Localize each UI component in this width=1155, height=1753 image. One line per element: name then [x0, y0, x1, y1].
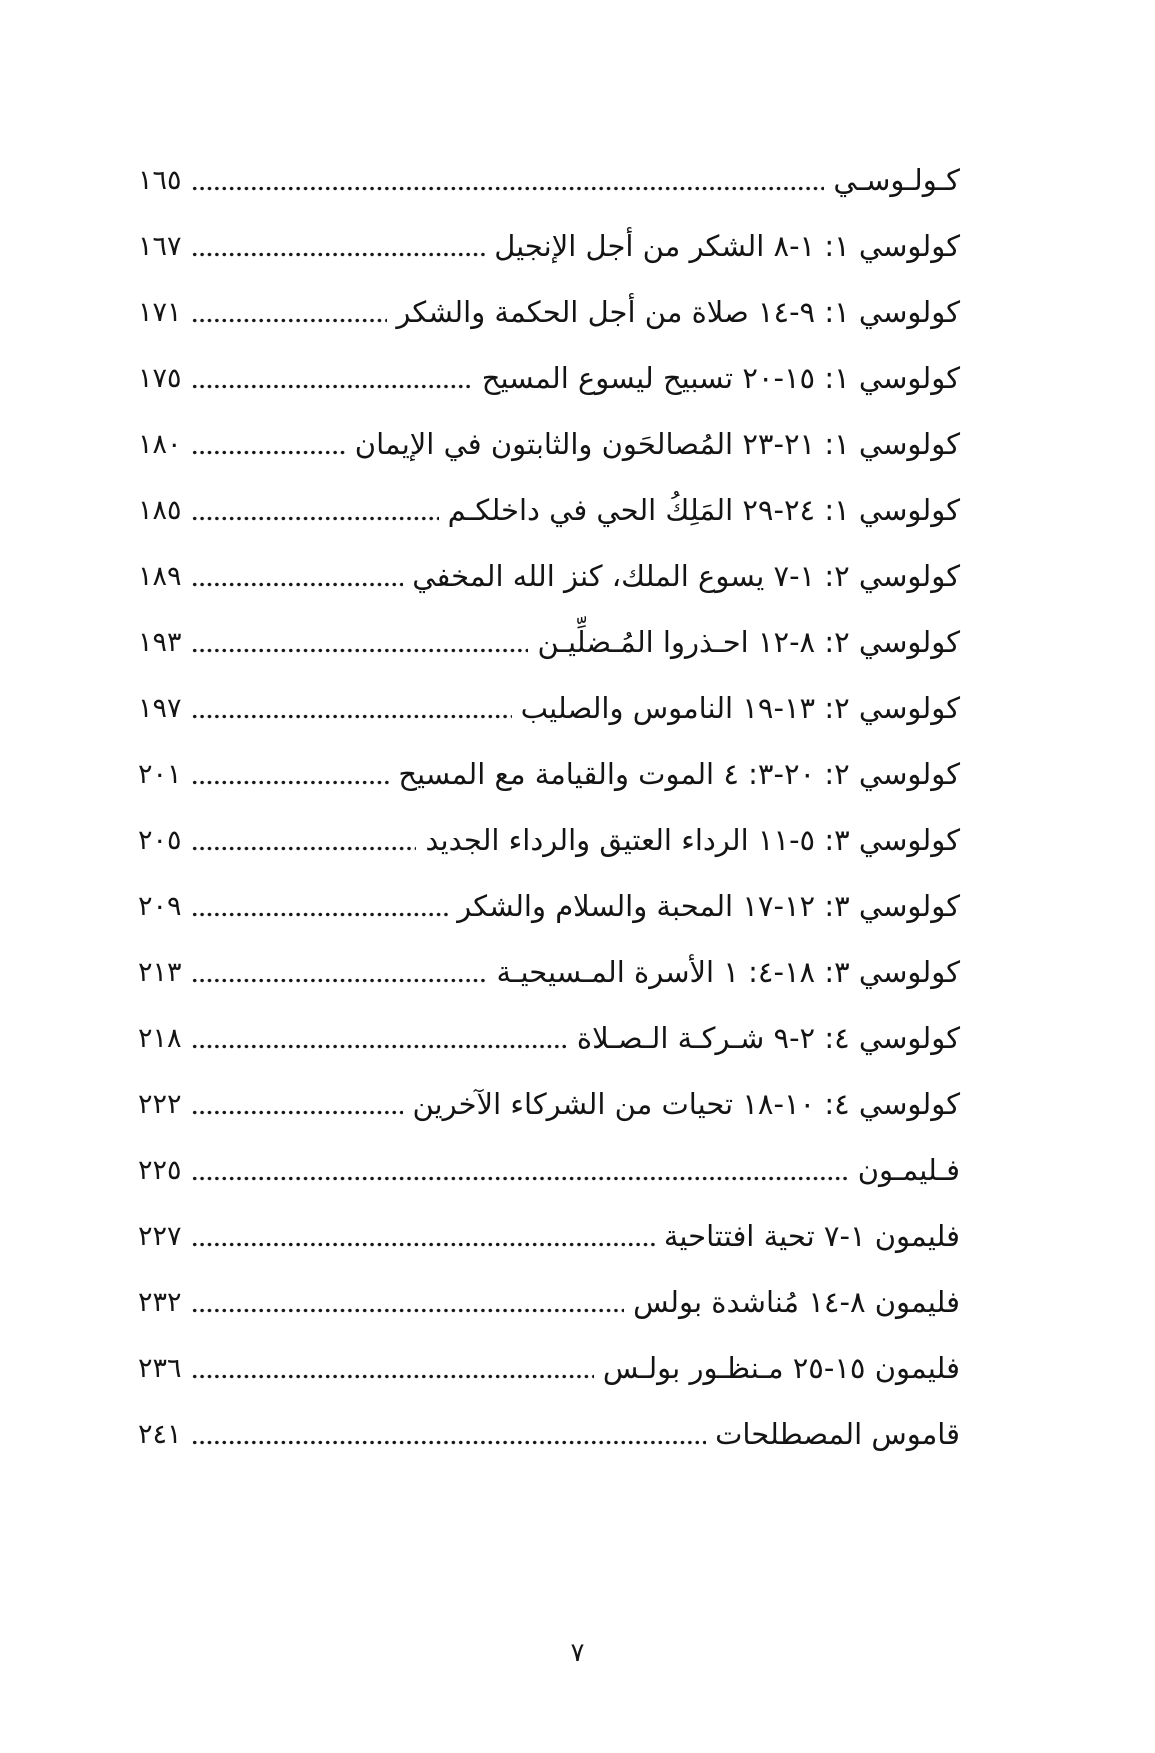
- toc-entry-page-number: ١٩٣: [138, 626, 182, 658]
- toc-entry-title: كـولـوسـي: [833, 162, 960, 197]
- toc-entry-page-number: ٢٢٧: [138, 1220, 182, 1252]
- toc-entry-row[interactable]: [138, 675, 960, 741]
- toc-entry-row[interactable]: [138, 807, 960, 873]
- dot-leader: [191, 477, 439, 543]
- toc-entry-page-number: ١٦٧: [138, 230, 182, 262]
- toc-entry-title: كولوسي ٢: ٢٠-٣: ٤ الموت والقيامة مع المسيح: [398, 756, 960, 791]
- dot-leader: [191, 675, 512, 741]
- toc-entry-row[interactable]: [138, 741, 960, 807]
- toc-entry-title: كولوسي ٣: ١٨-٤: ١ الأسرة المـسيحيـة: [496, 954, 960, 989]
- toc-entry-row[interactable]: [138, 939, 960, 1005]
- toc-entry-title: فليمون ١٥-٢٥ مـنظـور بولـس: [602, 1350, 960, 1385]
- toc-entry-title: قاموس المصطلحات: [715, 1416, 960, 1451]
- toc-entry-title: كولوسي ١: ١٥-٢٠ تسبيح ليسوع المسيح: [481, 360, 960, 395]
- toc-entry-page-number: ٢٠٩: [138, 890, 182, 922]
- toc-entry-row[interactable]: [138, 1071, 960, 1137]
- dot-leader: [191, 279, 388, 345]
- dot-leader: [191, 1137, 849, 1203]
- dot-leader: [191, 741, 390, 807]
- toc-entry-page-number: ١٨٠: [138, 428, 182, 460]
- dot-leader: [191, 1203, 655, 1269]
- dot-leader: [191, 1335, 594, 1401]
- toc-entry-title: كولوسي ١: ٢١-٢٣ المُصالحَون والثابتون في الإيمان: [354, 426, 960, 461]
- toc-entry-page-number: ٢٠٥: [138, 824, 182, 856]
- toc-entry-row[interactable]: [138, 147, 960, 213]
- toc-entry-row[interactable]: [138, 1203, 960, 1269]
- toc-entry-title: كولوسي ٣: ١٢-١٧ المحبة والسلام والشكر: [457, 888, 960, 923]
- toc-entry-row[interactable]: [138, 213, 960, 279]
- toc-entry-page-number: ٢٣٦: [138, 1352, 182, 1384]
- toc-entry-row[interactable]: [138, 477, 960, 543]
- toc-entry-page-number: ٢٢٢: [138, 1088, 182, 1120]
- toc-entry-page-number: ٢٢٥: [138, 1154, 182, 1186]
- toc-entry-row[interactable]: [138, 543, 960, 609]
- toc-entry-title: كولوسي ٢: ٨-١٢ احـذروا المُـضلِّيـن: [537, 624, 960, 659]
- toc-entry-page-number: ٢٤١: [138, 1418, 182, 1450]
- dot-leader: [191, 543, 404, 609]
- toc-entry-row[interactable]: [138, 345, 960, 411]
- toc-entry-page-number: ١٧٥: [138, 362, 182, 394]
- dot-leader: [191, 807, 417, 873]
- toc-entry-page-number: ١٨٩: [138, 560, 182, 592]
- toc-entry-row[interactable]: [138, 279, 960, 345]
- toc-entry-row[interactable]: [138, 1137, 960, 1203]
- dot-leader: [191, 1005, 568, 1071]
- toc-entry-row[interactable]: [138, 1269, 960, 1335]
- toc-entry-title: فليمون ١-٧ تحية افتتاحية: [663, 1218, 960, 1253]
- toc-entry-row[interactable]: [138, 411, 960, 477]
- toc-entry-row[interactable]: [138, 1401, 960, 1467]
- footer-page-number: ٧: [570, 1638, 585, 1668]
- toc-entry-title: كولوسي ٣: ٥-١١ الرداء العتيق والرداء الجديد: [425, 822, 960, 857]
- dot-leader: [191, 609, 529, 675]
- toc-entry-page-number: ٢٠١: [138, 758, 182, 790]
- toc-entry-page-number: ١٧١: [138, 296, 182, 328]
- toc-entry-page-number: ٢١٨: [138, 1022, 182, 1054]
- dot-leader: [191, 345, 473, 411]
- toc-entry-title: كولوسي ١: ٩-١٤ صلاة من أجل الحكمة والشكر: [396, 294, 960, 329]
- toc-entry-title: كولوسي ٢: ١-٧ يسوع الملك، كنز الله المخفي: [412, 558, 960, 593]
- toc-entry-page-number: ١٩٧: [138, 692, 182, 724]
- toc-entry-row[interactable]: [138, 873, 960, 939]
- toc-entry-row[interactable]: [138, 1005, 960, 1071]
- toc-entry-row[interactable]: [138, 1335, 960, 1401]
- dot-leader: [191, 147, 825, 213]
- toc-entry-title: كولوسي ١: ١-٨ الشكر من أجل الإنجيل: [494, 228, 960, 263]
- toc-entry-title: فليمون ٨-١٤ مُناشدة بولس: [633, 1284, 960, 1319]
- dot-leader: [191, 1269, 625, 1335]
- toc-list: [138, 147, 960, 1467]
- toc-entry-title: كولوسي ١: ٢٤-٢٩ المَلِكُ الحي في داخلكـم: [447, 492, 960, 527]
- toc-entry-page-number: ١٨٥: [138, 494, 182, 526]
- toc-entry-title: كولوسي ٤: ٢-٩ شـركـة الـصـلاة: [576, 1020, 960, 1055]
- toc-entry-title: كولوسي ٤: ١٠-١٨ تحيات من الشركاء الآخرين: [412, 1086, 960, 1121]
- dot-leader: [191, 873, 449, 939]
- dot-leader: [191, 1071, 404, 1137]
- toc-entry-page-number: ٢١٣: [138, 956, 182, 988]
- toc-entry-row[interactable]: [138, 609, 960, 675]
- dot-leader: [191, 939, 488, 1005]
- toc-entry-page-number: ١٦٥: [138, 164, 182, 196]
- dot-leader: [191, 213, 486, 279]
- dot-leader: [191, 1401, 707, 1467]
- toc-entry-page-number: ٢٣٢: [138, 1286, 182, 1318]
- toc-entry-title: كولوسي ٢: ١٣-١٩ الناموس والصليب: [520, 690, 960, 725]
- toc-entry-title: فـليمـون: [857, 1152, 960, 1187]
- dot-leader: [191, 411, 346, 477]
